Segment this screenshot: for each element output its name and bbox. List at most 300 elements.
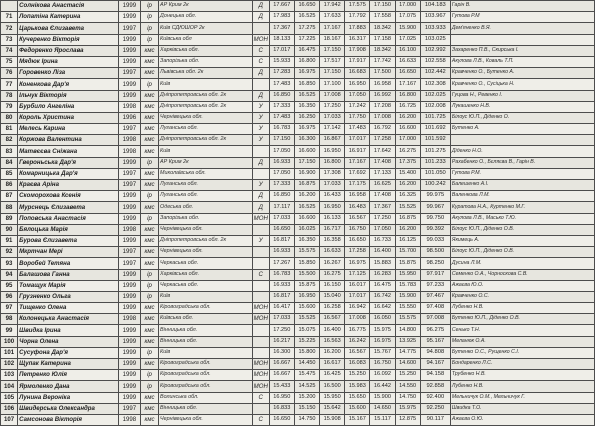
place-cell: 94 <box>1 269 18 280</box>
score-4-cell: 17.917 <box>345 56 370 67</box>
athlete-name: Петренко Юлія <box>18 370 119 381</box>
score-3-cell: 17.517 <box>320 56 345 67</box>
society-cell <box>252 336 269 347</box>
society-cell <box>252 146 269 157</box>
table-row <box>1 359 595 370</box>
score-6-cell: 16.200 <box>395 112 420 123</box>
score-5-cell: 18.342 <box>370 23 395 34</box>
total-score-cell: 92.250 <box>420 403 450 414</box>
score-4-cell: 17.750 <box>345 112 370 123</box>
score-5-cell: 17.558 <box>370 12 395 23</box>
score-5-cell: 17.742 <box>370 56 395 67</box>
society-cell <box>252 168 269 179</box>
score-3-cell: 16.617 <box>320 359 345 370</box>
score-2-cell: 14.525 <box>294 381 319 392</box>
table-row <box>1 23 595 34</box>
score-1-cell: 16.933 <box>269 247 294 258</box>
society-cell: С <box>252 45 269 56</box>
place-cell: 87 <box>1 191 18 202</box>
region-cell: Вінницька обл. <box>159 325 253 336</box>
place-cell: 97 <box>1 303 18 314</box>
place-cell: 76 <box>1 68 18 79</box>
score-4-cell: 15.983 <box>345 381 370 392</box>
total-score-cell: 101.592 <box>420 135 450 146</box>
table-row <box>1 347 595 358</box>
total-score-cell: 102.008 <box>420 101 450 112</box>
score-5-cell: 15.975 <box>370 325 395 336</box>
score-2-cell: 16.900 <box>294 168 319 179</box>
score-5-cell: 16.442 <box>370 381 395 392</box>
rank-cell: кмс <box>140 392 158 403</box>
table-row <box>1 101 595 112</box>
score-5-cell: 16.642 <box>370 303 395 314</box>
rank-cell: кмс <box>140 124 158 135</box>
coach-cell: Дем'яненко В.Я. <box>450 23 594 34</box>
score-3-cell: 17.308 <box>320 168 345 179</box>
score-6-cell: 15.700 <box>395 247 420 258</box>
rank-cell: ір <box>140 280 158 291</box>
coach-cell: Гутова Р.М. <box>450 168 594 179</box>
athlete-name: Грузненко Ольга <box>18 291 119 302</box>
rank-cell: ір <box>140 1 158 12</box>
score-6-cell: 15.250 <box>395 370 420 381</box>
place-cell: 79 <box>1 101 18 112</box>
score-4-cell: 17.242 <box>345 101 370 112</box>
birth-year-cell: 1999 <box>118 1 140 12</box>
score-4-cell: 17.017 <box>345 135 370 146</box>
total-score-cell: 94.808 <box>420 347 450 358</box>
score-4-cell: 17.258 <box>345 247 370 258</box>
score-3-cell: 16.275 <box>320 269 345 280</box>
score-5-cell: 17.208 <box>370 101 395 112</box>
athlete-name: Коненкова Дар'я <box>18 79 119 90</box>
score-1-cell: 17.050 <box>269 146 294 157</box>
society-cell: У <box>252 235 269 246</box>
score-6-cell: 17.375 <box>395 157 420 168</box>
score-5-cell: 17.408 <box>370 191 395 202</box>
region-cell: Кіровоградська обл. <box>159 359 253 370</box>
birth-year-cell: 1997 <box>118 168 140 179</box>
score-5-cell: 16.400 <box>370 247 395 258</box>
place-cell: 96 <box>1 291 18 302</box>
coach-cell: Меланюк О.А. <box>450 336 594 347</box>
score-1-cell: 16.667 <box>269 370 294 381</box>
score-2-cell: 16.200 <box>294 191 319 202</box>
score-6-cell: 17.025 <box>395 34 420 45</box>
score-5-cell: 17.500 <box>370 68 395 79</box>
coach-cell: Куратова Н.А., Куртенко М.Г. <box>450 202 594 213</box>
society-cell <box>252 23 269 34</box>
score-2-cell: 15.525 <box>294 314 319 325</box>
total-score-cell: 102.558 <box>420 56 450 67</box>
rank-cell: кмс <box>140 414 158 425</box>
score-5-cell: 17.408 <box>370 157 395 168</box>
score-3-cell: 17.100 <box>320 79 345 90</box>
coach-cell: Семенко О.А., Чорноскова С.В. <box>450 269 594 280</box>
score-1-cell: 17.033 <box>269 314 294 325</box>
total-score-cell: 97.233 <box>420 280 450 291</box>
rank-cell: кмс <box>140 235 158 246</box>
athlete-name: Поповська Анастасія <box>18 213 119 224</box>
rank-cell: кмс <box>140 303 158 314</box>
score-3-cell: 17.942 <box>320 1 345 12</box>
society-cell: Д <box>252 12 269 23</box>
table-row <box>1 68 595 79</box>
score-3-cell: 16.150 <box>320 280 345 291</box>
score-3-cell: 16.950 <box>320 202 345 213</box>
birth-year-cell: 1999 <box>118 303 140 314</box>
score-5-cell: 16.958 <box>370 79 395 90</box>
score-6-cell: 15.975 <box>395 403 420 414</box>
rank-cell: ір <box>140 157 158 168</box>
score-4-cell: 17.883 <box>345 23 370 34</box>
total-score-cell: 97.408 <box>420 303 450 314</box>
region-cell: Кіровоградська обл. <box>159 303 253 314</box>
score-5-cell: 17.250 <box>370 213 395 224</box>
table-row <box>1 392 595 403</box>
score-2-cell: 16.525 <box>294 12 319 23</box>
score-6-cell: 14.550 <box>395 381 420 392</box>
birth-year-cell: 1997 <box>118 247 140 258</box>
athlete-name: Швидка Ірина <box>18 325 119 336</box>
coach-cell: Дусина Л.М. <box>450 258 594 269</box>
birth-year-cell: 1999 <box>118 34 140 45</box>
rank-cell: ір <box>140 79 158 90</box>
region-cell: Київ <box>159 146 253 157</box>
score-3-cell: 16.563 <box>320 336 345 347</box>
table-row <box>1 403 595 414</box>
rank-cell: кмс <box>140 202 158 213</box>
total-score-cell: 102.992 <box>420 45 450 56</box>
score-4-cell: 17.692 <box>345 168 370 179</box>
score-6-cell: 16.200 <box>395 180 420 191</box>
score-1-cell: 17.483 <box>269 112 294 123</box>
score-2-cell: 15.600 <box>294 303 319 314</box>
coach-cell: Діденко Н.О. <box>450 146 594 157</box>
score-1-cell: 18.133 <box>269 34 294 45</box>
score-6-cell: 16.875 <box>395 213 420 224</box>
total-score-cell: 92.400 <box>420 392 450 403</box>
society-cell: Д <box>252 157 269 168</box>
region-cell: Чернівецька обл. <box>159 112 253 123</box>
score-6-cell: 15.575 <box>395 314 420 325</box>
score-3-cell: 16.258 <box>320 303 345 314</box>
score-1-cell: 16.933 <box>269 157 294 168</box>
society-cell <box>252 291 269 302</box>
total-score-cell: 96.275 <box>420 325 450 336</box>
region-cell: Чернівецька обл. <box>159 247 253 258</box>
score-2-cell: 17.150 <box>294 157 319 168</box>
region-cell: Вінницька обл. <box>159 336 253 347</box>
score-1-cell: 16.817 <box>269 291 294 302</box>
region-cell: Київська обл. <box>159 314 253 325</box>
score-2-cell: 15.500 <box>294 269 319 280</box>
rank-cell: кмс <box>140 56 158 67</box>
society-cell: МОН <box>252 34 269 45</box>
score-4-cell: 17.908 <box>345 45 370 56</box>
score-2-cell: 14.750 <box>294 414 319 425</box>
score-5-cell: 17.133 <box>370 168 395 179</box>
birth-year-cell: 1999 <box>118 157 140 168</box>
society-cell: У <box>252 124 269 135</box>
score-5-cell: 17.158 <box>370 34 395 45</box>
score-2-cell: 16.525 <box>294 202 319 213</box>
society-cell: У <box>252 101 269 112</box>
rank-cell: кмс <box>140 247 158 258</box>
table-row <box>1 157 595 168</box>
athlete-name: Щупак Катерина <box>18 359 119 370</box>
place-cell: 85 <box>1 168 18 179</box>
society-cell: МОН <box>252 303 269 314</box>
total-score-cell: 97.467 <box>420 291 450 302</box>
score-2-cell: 16.850 <box>294 79 319 90</box>
coach-cell: Рахабенко О., Бєляєва В., Гарін В. <box>450 157 594 168</box>
birth-year-cell: 1999 <box>118 359 140 370</box>
region-cell: Харківська обл. <box>159 269 253 280</box>
score-4-cell: 16.942 <box>345 303 370 314</box>
region-cell: Кіровоградська обл. <box>159 381 253 392</box>
score-3-cell: 17.150 <box>320 68 345 79</box>
coach-cell: Білоус Ю.П., Діденко О.В. <box>450 247 594 258</box>
birth-year-cell: 1999 <box>118 392 140 403</box>
score-4-cell: 17.483 <box>345 124 370 135</box>
score-5-cell: 16.283 <box>370 269 395 280</box>
athlete-name: Матвєєва Сніжана <box>18 146 119 157</box>
table-row <box>1 269 595 280</box>
score-3-cell: 15.950 <box>320 392 345 403</box>
total-score-cell: 97.917 <box>420 269 450 280</box>
society-cell: МОН <box>252 359 269 370</box>
place-cell: 83 <box>1 146 18 157</box>
table-row <box>1 224 595 235</box>
score-4-cell: 17.175 <box>345 180 370 191</box>
score-4-cell: 17.017 <box>345 291 370 302</box>
athlete-name: Краєва Аріна <box>18 180 119 191</box>
score-5-cell: 16.733 <box>370 235 395 246</box>
score-1-cell: 16.650 <box>269 224 294 235</box>
score-4-cell: 17.167 <box>345 157 370 168</box>
society-cell: У <box>252 180 269 191</box>
athlete-name: Солнікова Анастасія <box>18 1 119 12</box>
coach-cell: Швидка Т.О. <box>450 403 594 414</box>
rank-cell: ір <box>140 191 158 202</box>
table-row <box>1 168 595 179</box>
table-row <box>1 213 595 224</box>
score-2-cell: 15.800 <box>294 347 319 358</box>
society-cell: МОН <box>252 314 269 325</box>
athlete-name: Мурснець Єлизавета <box>18 202 119 213</box>
score-1-cell: 15.933 <box>269 56 294 67</box>
score-5-cell: 17.642 <box>370 146 395 157</box>
rank-cell: кмс <box>140 325 158 336</box>
place-cell: 104 <box>1 381 18 392</box>
region-cell: Кіровоградська обл. <box>159 370 253 381</box>
score-4-cell: 16.017 <box>345 280 370 291</box>
score-5-cell: 16.092 <box>370 370 395 381</box>
athlete-name: Мелесь Карина <box>18 124 119 135</box>
place-cell: 81 <box>1 124 18 135</box>
score-3-cell: 16.633 <box>320 247 345 258</box>
region-cell: Луганська обл. <box>159 180 253 191</box>
athlete-name: Лопатіна Катерина <box>18 12 119 23</box>
total-score-cell: 102.308 <box>420 79 450 90</box>
score-1-cell: 17.283 <box>269 68 294 79</box>
score-3-cell: 16.425 <box>320 370 345 381</box>
athlete-name: Гвероньська Дар'я <box>18 157 119 168</box>
score-4-cell: 16.317 <box>345 34 370 45</box>
table-row <box>1 135 595 146</box>
birth-year-cell: 1999 <box>118 280 140 291</box>
coach-cell: Бутенко О.С., Рущенко С.І. <box>450 347 594 358</box>
region-cell: Луганська обл. <box>159 191 253 202</box>
score-5-cell: 17.008 <box>370 112 395 123</box>
total-score-cell: 99.033 <box>420 235 450 246</box>
rank-cell: кмс <box>140 168 158 179</box>
total-score-cell: 95.167 <box>420 336 450 347</box>
birth-year-cell: 1997 <box>118 180 140 191</box>
score-5-cell: 16.792 <box>370 124 395 135</box>
society-cell: Д <box>252 68 269 79</box>
birth-year-cell: 1998 <box>118 146 140 157</box>
rank-cell: ір <box>140 23 158 34</box>
athlete-name: Мкртчан Мері <box>18 247 119 258</box>
score-6-cell: 17.000 <box>395 135 420 146</box>
score-6-cell: 15.783 <box>395 280 420 291</box>
table-row <box>1 12 595 23</box>
society-cell: МОН <box>252 381 269 392</box>
birth-year-cell: 1999 <box>118 191 140 202</box>
score-1-cell: 16.783 <box>269 269 294 280</box>
region-cell: Львівська обл. 2к <box>159 68 253 79</box>
rank-cell: кмс <box>140 180 158 191</box>
rank-cell: кмс <box>140 224 158 235</box>
score-4-cell: 17.792 <box>345 12 370 23</box>
table-row <box>1 1 595 12</box>
score-1-cell: 17.367 <box>269 23 294 34</box>
table-row <box>1 303 595 314</box>
table-row <box>1 381 595 392</box>
birth-year-cell: 1999 <box>118 79 140 90</box>
score-4-cell: 16.567 <box>345 347 370 358</box>
score-3-cell: 15.040 <box>320 291 345 302</box>
score-2-cell: 16.600 <box>294 146 319 157</box>
total-score-cell: 103.933 <box>420 23 450 34</box>
score-5-cell: 15.117 <box>370 414 395 425</box>
score-1-cell: 17.267 <box>269 258 294 269</box>
coach-cell: Гуцова Н., Ревенко І. <box>450 90 594 101</box>
society-cell: Д <box>252 202 269 213</box>
score-6-cell: 15.950 <box>395 269 420 280</box>
coach-cell: Акулова Л.В., Масько Т.Ю. <box>450 213 594 224</box>
coach-cell: Лукашенко Н.В. <box>450 101 594 112</box>
score-3-cell: 16.133 <box>320 213 345 224</box>
rank-cell: кмс <box>140 146 158 157</box>
score-4-cell: 16.917 <box>345 146 370 157</box>
coach-cell <box>450 135 594 146</box>
score-1-cell: 17.667 <box>269 1 294 12</box>
society-cell <box>252 403 269 414</box>
table-row <box>1 45 595 56</box>
score-1-cell: 17.983 <box>269 12 294 23</box>
table-body <box>1 1 595 426</box>
region-cell: Дніпропетровська обл. 2к <box>159 101 253 112</box>
score-4-cell: 16.483 <box>345 202 370 213</box>
score-3-cell: 16.200 <box>320 347 345 358</box>
athlete-name: Лунина Вероніка <box>18 392 119 403</box>
region-cell: Волинська обл. <box>159 392 253 403</box>
score-2-cell: 16.350 <box>294 235 319 246</box>
score-6-cell: 15.525 <box>395 202 420 213</box>
birth-year-cell: 1997 <box>118 68 140 79</box>
rank-cell: ір <box>140 12 158 23</box>
rank-cell: кмс <box>140 101 158 112</box>
score-6-cell: 14.800 <box>395 325 420 336</box>
score-3-cell: 16.267 <box>320 258 345 269</box>
place-cell: 106 <box>1 403 18 414</box>
table-row <box>1 90 595 101</box>
table-row <box>1 370 595 381</box>
athlete-name: Комарницька Дар'я <box>18 168 119 179</box>
table-row <box>1 235 595 246</box>
score-4-cell: 17.050 <box>345 90 370 101</box>
rank-cell: кмс <box>140 135 158 146</box>
place-cell: 92 <box>1 247 18 258</box>
athlete-name: Колонецька Анастасія <box>18 314 119 325</box>
score-6-cell: 13.925 <box>395 336 420 347</box>
score-3-cell: 16.567 <box>320 314 345 325</box>
score-3-cell: 17.250 <box>320 101 345 112</box>
region-cell: Київ <box>159 79 253 90</box>
birth-year-cell: 1999 <box>118 235 140 246</box>
table-row <box>1 34 595 45</box>
society-cell: Д <box>252 1 269 12</box>
athlete-name: Горовенко Ліза <box>18 68 119 79</box>
society-cell: Д <box>252 90 269 101</box>
score-2-cell: 15.575 <box>294 247 319 258</box>
score-3-cell: 17.142 <box>320 124 345 135</box>
total-score-cell: 101.050 <box>420 168 450 179</box>
score-3-cell: 17.150 <box>320 45 345 56</box>
score-2-cell: 15.075 <box>294 325 319 336</box>
total-score-cell: 98.250 <box>420 258 450 269</box>
score-4-cell: 16.975 <box>345 258 370 269</box>
place-cell: 100 <box>1 336 18 347</box>
society-cell <box>252 224 269 235</box>
score-6-cell: 16.200 <box>395 224 420 235</box>
score-3-cell: 16.800 <box>320 157 345 168</box>
score-1-cell: 16.667 <box>269 359 294 370</box>
score-6-cell: 17.000 <box>395 1 420 12</box>
total-score-cell: 101.725 <box>420 112 450 123</box>
place-cell: 103 <box>1 370 18 381</box>
score-4-cell: 15.600 <box>345 403 370 414</box>
region-cell: Дніпропетровська обл. 2к <box>159 90 253 101</box>
place-cell: 98 <box>1 314 18 325</box>
society-cell: У <box>252 112 269 123</box>
score-2-cell: 16.975 <box>294 124 319 135</box>
score-1-cell: 17.117 <box>269 202 294 213</box>
score-2-cell: 16.525 <box>294 90 319 101</box>
place-cell: 71 <box>1 12 18 23</box>
coach-cell: Кравченко О., Бутенко А. <box>450 68 594 79</box>
score-1-cell: 17.033 <box>269 213 294 224</box>
coach-cell: Бутенко Ю.П., Діденко О.В. <box>450 314 594 325</box>
score-5-cell: 16.475 <box>370 280 395 291</box>
table-row <box>1 191 595 202</box>
score-3-cell: 16.867 <box>320 135 345 146</box>
region-cell: Дніпропетровська обл. 2к <box>159 235 253 246</box>
rank-cell: кмс <box>140 336 158 347</box>
